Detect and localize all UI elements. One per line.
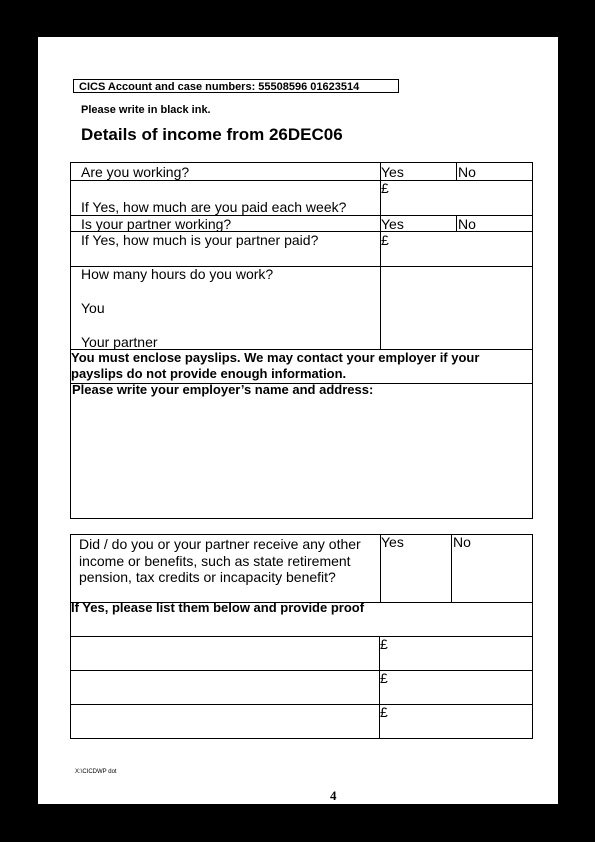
payslips-note: You must enclose payslips. We may contact your employer if your payslips do not provide enough information.	[71, 350, 480, 381]
pound-sign-row-1: £	[380, 636, 388, 652]
yes-option-partner[interactable]: Yes	[381, 216, 404, 232]
page-number: 4	[330, 788, 337, 803]
question-partner-working: Is your partner working?	[81, 216, 232, 232]
no-option-other-income[interactable]: No	[453, 534, 471, 550]
yes-option-working[interactable]: Yes	[381, 164, 404, 180]
form-page	[38, 37, 558, 804]
hours-you-label: You	[81, 300, 105, 316]
pound-sign-partner: £	[381, 232, 389, 248]
ink-instruction: Please write in black ink.	[81, 104, 211, 116]
question-weekly-pay: If Yes, how much are you paid each week?	[81, 199, 347, 215]
list-benefits-label: If Yes, please list them below and provide proof	[71, 600, 365, 615]
case-number-box: CICS Account and case numbers: 55508596 01623514	[73, 79, 399, 93]
no-option-working[interactable]: No	[458, 164, 476, 180]
question-partner-pay: If Yes, how much is your partner paid?	[81, 232, 319, 248]
employer-address-label: Please write your employer’s name and address:	[72, 382, 374, 397]
pound-sign-pay: £	[381, 180, 389, 196]
pound-sign-row-2: £	[380, 670, 388, 686]
hours-partner-label: Your partner	[81, 334, 158, 350]
question-hours: How many hours do you work?	[81, 266, 274, 282]
question-working: Are you working?	[81, 164, 190, 180]
page-title: Details of income from 26DEC06	[81, 125, 343, 144]
no-option-partner[interactable]: No	[458, 216, 476, 232]
yes-option-other-income[interactable]: Yes	[381, 534, 404, 550]
pound-sign-row-3: £	[380, 704, 388, 720]
file-reference: X:\CICDWP dot	[75, 769, 117, 775]
question-other-income: Did / do you or your partner receive any other income or benefits, such as state retirement pension, tax credits or incapacity benefit?	[79, 536, 361, 585]
